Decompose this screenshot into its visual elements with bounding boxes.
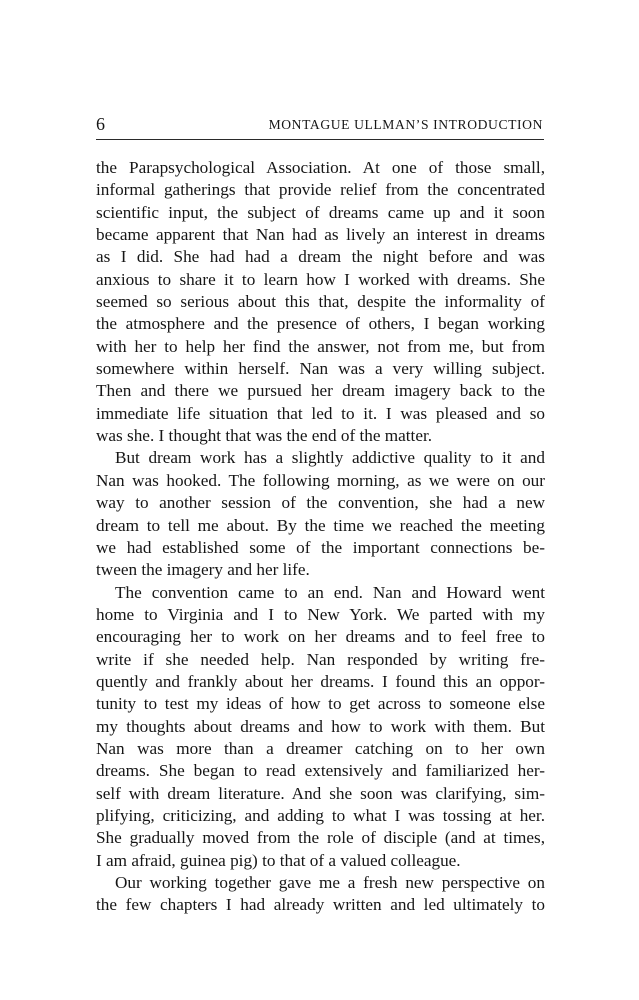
text-line: But dream work has a slightly addictive quality to it and <box>115 448 545 468</box>
text-line: the atmosphere and the presence of others, I began working <box>96 314 545 334</box>
text-line: self with dream literature. And she soon was clarifying, sim- <box>96 783 545 803</box>
text-line: I am afraid, guinea pig) to that of a valued colleague. <box>96 850 461 870</box>
text-line: Nan was hooked. The following morning, as we were on our <box>96 470 545 490</box>
text-line: scientific input, the subject of dreams came up and it soon <box>96 202 545 222</box>
text-line: plifying, criticizing, and adding to what I was tossing at her. <box>96 805 545 825</box>
text-line: immediate life situation that led to it. I was pleased and so <box>96 403 545 423</box>
text-line: became apparent that Nan had as lively an interest in dreams <box>96 225 545 245</box>
text-line: encouraging her to work on her dreams and to feel free to <box>96 627 545 647</box>
body-text <box>96 157 545 917</box>
text-line: dream to tell me about. By the time we reached the meeting <box>96 515 545 535</box>
text-line: dreams. She began to read extensively and familiarized her- <box>96 761 545 781</box>
text-line: was she. I thought that was the end of the matter. <box>96 426 433 446</box>
text-line: She gradually moved from the role of disciple (and at times, <box>96 828 545 848</box>
text-line: Nan was more than a dreamer catching on to her own <box>96 738 545 758</box>
text-line: way to another session of the convention, she had a new <box>96 493 545 513</box>
paragraph <box>96 447 545 581</box>
paragraph <box>96 872 545 917</box>
paragraph <box>96 157 545 447</box>
text-line: home to Virginia and I to New York. We parted with my <box>96 604 545 624</box>
text-line: Then and there we pursued her dream imagery back to the <box>96 381 545 401</box>
text-line: with her to help her find the answer, not from me, but from <box>96 336 545 356</box>
text-line: Our working together gave me a fresh new perspective on <box>115 873 545 892</box>
text-line: my thoughts about dreams and how to work with them. But <box>96 716 545 736</box>
text-line: the Parapsychological Association. At one of those small, <box>96 158 545 177</box>
text-line: seemed so serious about this that, despite the informality of <box>96 292 545 312</box>
text-line: somewhere within herself. Nan was a very willing subject. <box>96 359 545 379</box>
page-number: 6 <box>96 114 105 134</box>
text-line: tunity to test my ideas of how to get across to someone else <box>96 694 545 714</box>
text-line: the few chapters I had already written and led ultimately to <box>96 895 545 915</box>
text-line: informal gatherings that provide relief from the concentrated <box>96 180 545 200</box>
text-line: anxious to share it to learn how I worked with dreams. She <box>96 269 545 289</box>
text-line: quently and frankly about her dreams. I found this an oppor- <box>96 671 545 691</box>
running-head <box>96 113 544 140</box>
text-line: we had established some of the important connections be- <box>96 537 545 557</box>
text-line: The convention came to an end. Nan and Howard went <box>115 582 545 602</box>
text-line: as I did. She had had a dream the night before and was <box>96 247 545 267</box>
paragraph <box>96 582 545 872</box>
running-title: MONTAGUE ULLMAN’S INTRODUCTION <box>268 117 543 132</box>
text-line: tween the imagery and her life. <box>96 560 310 580</box>
text-line: write if she needed help. Nan responded by writing fre- <box>96 649 545 669</box>
